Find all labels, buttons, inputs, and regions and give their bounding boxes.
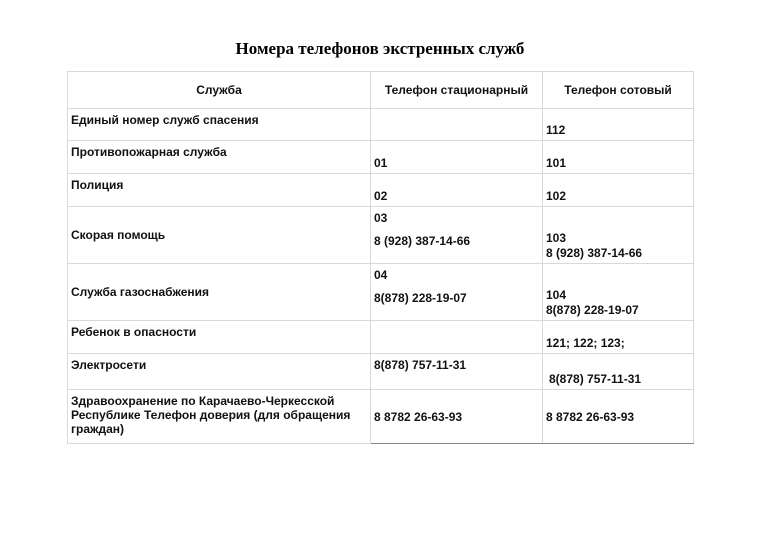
table-row — [68, 354, 694, 390]
mobile-cell — [543, 264, 694, 321]
service-cell: Электросети — [68, 354, 371, 390]
mobile-short: 103 — [546, 231, 567, 245]
table-header-row — [68, 72, 694, 109]
service-cell: Полиция — [68, 174, 371, 207]
service-cell: Единый номер служб спасения — [68, 109, 371, 141]
header-mobile: Телефон сотовый — [543, 72, 694, 109]
mobile-cell — [543, 207, 694, 264]
mobile-cell: 112 — [543, 109, 694, 141]
table-row — [68, 390, 694, 444]
landline-short: 04 — [374, 268, 388, 282]
header-service: Служба — [68, 72, 371, 109]
landline-cell — [371, 321, 543, 354]
mobile-cell: 121; 122; 123; — [543, 321, 694, 354]
service-cell: Здравоохранение по Карачаево-Черкесской Республике Телефон доверия (для обращения граждан) — [68, 390, 371, 444]
page-title: Номера телефонов экстренных служб — [235, 39, 525, 58]
landline-cell — [371, 109, 543, 141]
table-row — [68, 321, 694, 354]
service-cell: Служба газоснабжения — [68, 264, 371, 321]
mobile-short: 104 — [546, 288, 567, 302]
landline-cell — [371, 207, 543, 264]
landline-cell: 01 — [371, 141, 543, 174]
emergency-phones-table — [67, 71, 694, 444]
landline-cell: 8 8782 26-63-93 — [371, 390, 543, 444]
mobile-full: 8(878) 228-19-07 — [546, 303, 639, 317]
mobile-cell: 102 — [543, 174, 694, 207]
landline-short: 03 — [374, 211, 388, 225]
table-row — [68, 109, 694, 141]
table-row — [68, 207, 694, 264]
service-cell: Противопожарная служба — [68, 141, 371, 174]
mobile-cell: 8 8782 26-63-93 — [543, 390, 694, 444]
mobile-cell: 101 — [543, 141, 694, 174]
table-row — [68, 174, 694, 207]
landline-full: 8(878) 228-19-07 — [374, 291, 467, 305]
table-row — [68, 264, 694, 321]
table-row — [68, 141, 694, 174]
landline-cell: 02 — [371, 174, 543, 207]
landline-full: 8 (928) 387-14-66 — [374, 234, 471, 248]
service-cell: Ребенок в опасности — [68, 321, 371, 354]
service-cell: Скорая помощь — [68, 207, 371, 264]
landline-cell: 8(878) 757-11-31 — [371, 354, 543, 390]
mobile-cell: 8(878) 757-11-31 — [543, 354, 694, 390]
header-landline: Телефон стационарный — [371, 72, 543, 109]
mobile-full: 8 (928) 387-14-66 — [546, 246, 643, 260]
landline-cell — [371, 264, 543, 321]
